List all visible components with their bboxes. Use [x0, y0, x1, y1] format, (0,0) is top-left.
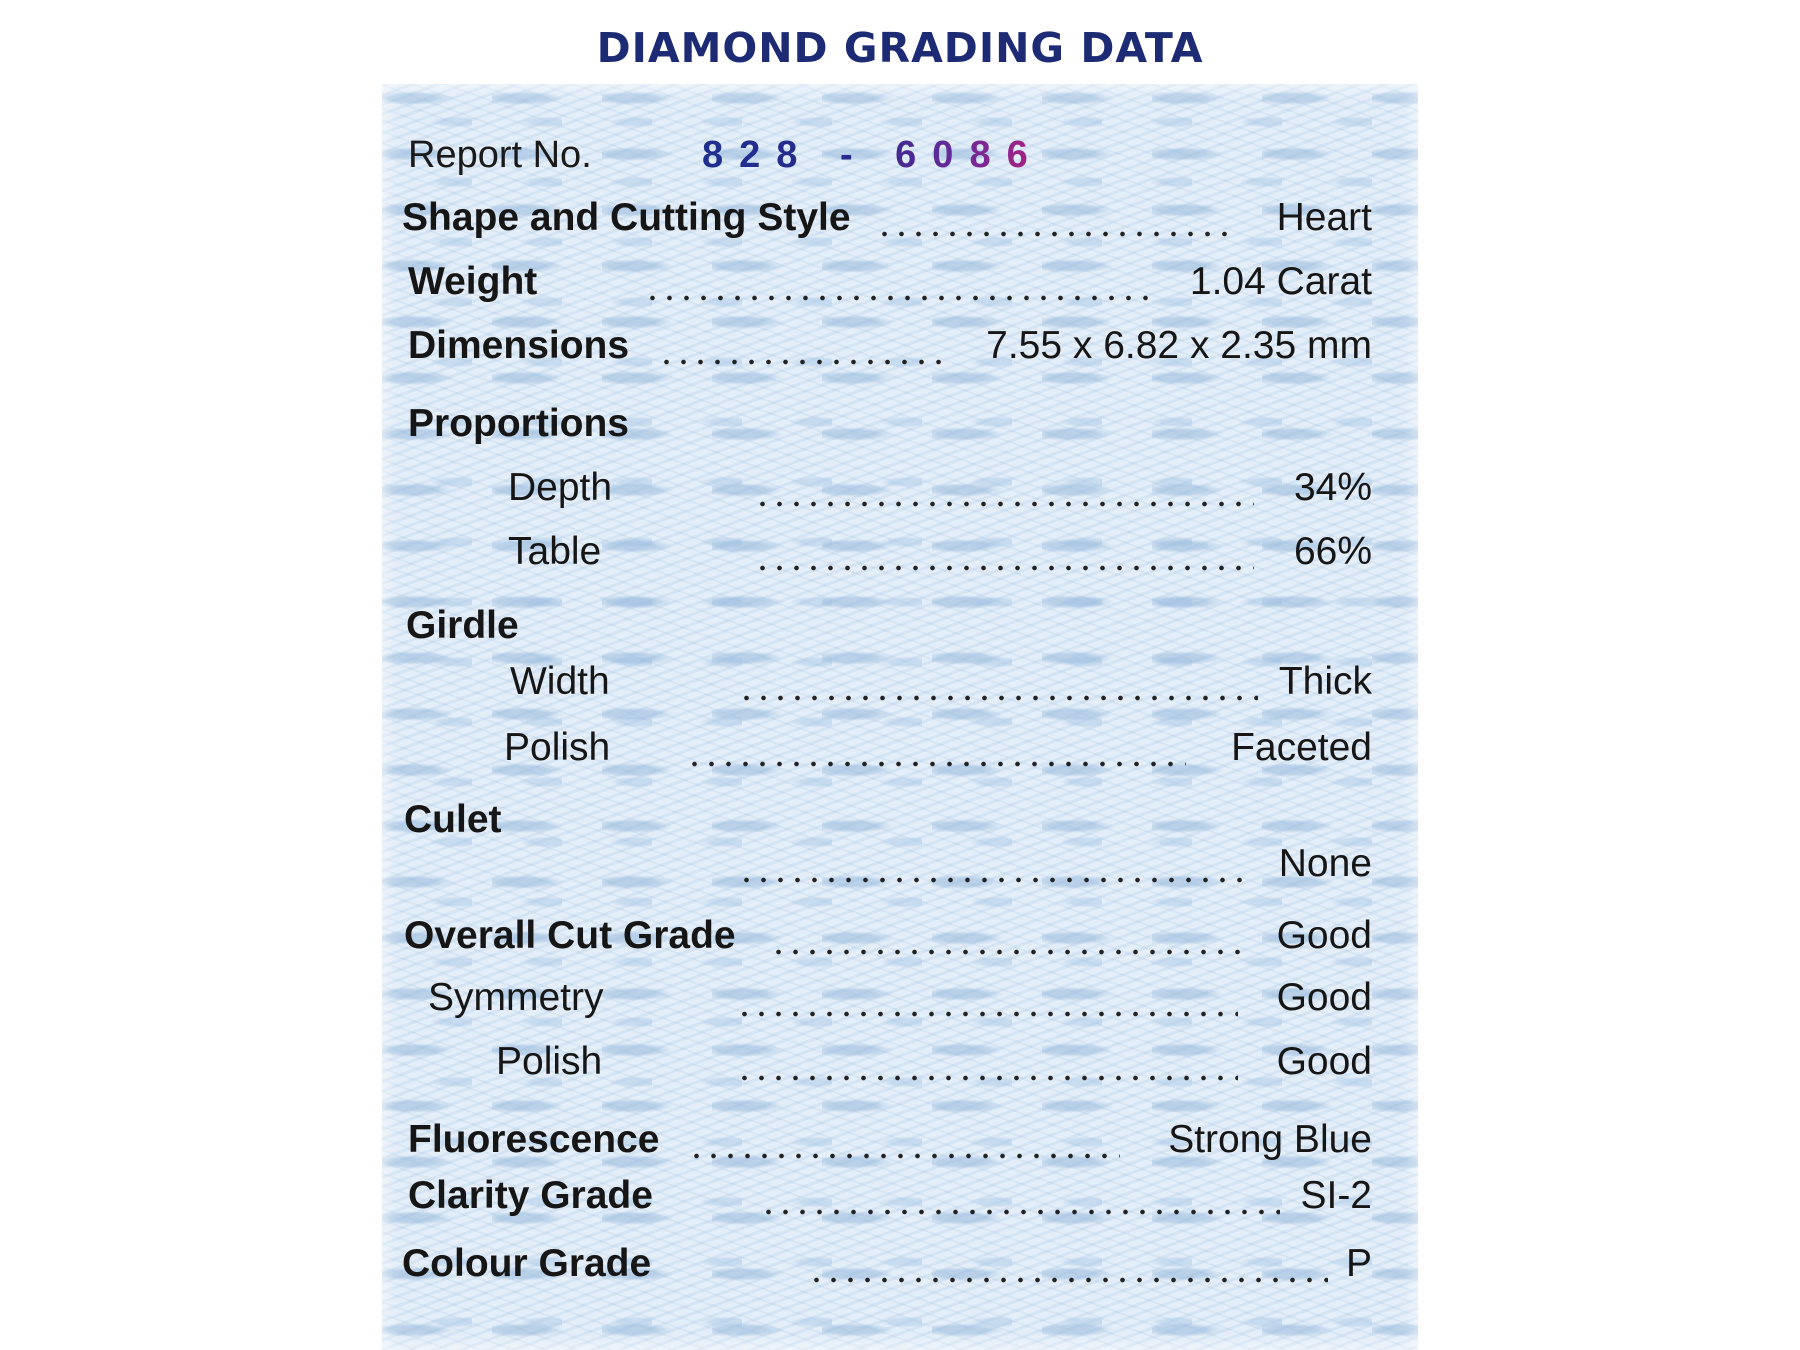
- depth-label: Depth: [508, 466, 613, 509]
- shape-value: Heart: [1276, 196, 1372, 239]
- girdle-label: Girdle: [406, 604, 519, 647]
- girdle-width-value: Thick: [1278, 660, 1372, 703]
- fluorescence-label: Fluorescence: [408, 1118, 660, 1161]
- symmetry-row: [382, 970, 1418, 1026]
- shape-label: Shape and Cutting Style: [402, 196, 851, 239]
- shape-dots: [876, 190, 1238, 246]
- girdle-row: [382, 598, 1418, 654]
- depth-dots: [754, 460, 1254, 516]
- clarity-dots: [760, 1168, 1280, 1224]
- overall-cut-row: [382, 908, 1418, 964]
- colour-row: [382, 1236, 1418, 1292]
- clarity-value: SI-2: [1300, 1174, 1372, 1217]
- polish-dots: [736, 1034, 1238, 1090]
- dimensions-dots: [658, 318, 948, 374]
- culet-value-row: [382, 836, 1418, 892]
- weight-dots: [644, 254, 1150, 310]
- table-row: [382, 524, 1418, 580]
- overall-cut-value: Good: [1276, 914, 1372, 957]
- polish-label: Polish: [496, 1040, 603, 1083]
- colour-label: Colour Grade: [402, 1242, 652, 1285]
- colour-value: P: [1345, 1242, 1372, 1285]
- weight-value: 1.04 Carat: [1189, 260, 1372, 303]
- dimensions-row: [382, 318, 1418, 374]
- culet-label: Culet: [404, 798, 502, 841]
- proportions-label: Proportions: [408, 402, 629, 445]
- fluorescence-row: [382, 1112, 1418, 1168]
- report-number-label: Report No.: [408, 134, 592, 176]
- report-number-value: 828 - 6086: [702, 127, 1044, 183]
- dimensions-label: Dimensions: [408, 324, 630, 367]
- weight-label: Weight: [408, 260, 538, 303]
- girdle-width-label: Width: [510, 660, 610, 703]
- clarity-label: Clarity Grade: [408, 1174, 653, 1217]
- fluorescence-dots: [688, 1112, 1120, 1168]
- fluorescence-value: Strong Blue: [1168, 1118, 1372, 1161]
- polish-row: [382, 1034, 1418, 1090]
- girdle-polish-label: Polish: [504, 726, 611, 769]
- depth-row: [382, 460, 1418, 516]
- girdle-polish-row: [382, 720, 1418, 776]
- overall-cut-label: Overall Cut Grade: [404, 914, 736, 957]
- symmetry-dots: [736, 970, 1238, 1026]
- overall-cut-dots: [770, 908, 1240, 964]
- weight-row: [382, 254, 1418, 310]
- culet-value: None: [1278, 842, 1372, 885]
- grading-card: [382, 84, 1418, 1350]
- girdle-polish-value: Faceted: [1231, 726, 1372, 769]
- polish-value: Good: [1276, 1040, 1372, 1083]
- shape-row: [382, 190, 1418, 246]
- depth-value: 34%: [1293, 466, 1372, 509]
- table-label: Table: [508, 530, 602, 573]
- clarity-row: [382, 1168, 1418, 1224]
- girdle-polish-dots: [686, 720, 1186, 776]
- girdle-width-row: [382, 654, 1418, 710]
- girdle-width-dots: [738, 654, 1258, 710]
- culet-dots: [738, 836, 1254, 892]
- symmetry-label: Symmetry: [428, 976, 604, 1019]
- symmetry-value: Good: [1276, 976, 1372, 1019]
- proportions-row: [382, 396, 1418, 452]
- dimensions-value: 7.55 x 6.82 x 2.35 mm: [986, 324, 1372, 367]
- table-value: 66%: [1293, 530, 1372, 573]
- page-title: DIAMOND GRADING DATA: [596, 24, 1204, 72]
- colour-dots: [808, 1236, 1328, 1292]
- table-dots: [754, 524, 1254, 580]
